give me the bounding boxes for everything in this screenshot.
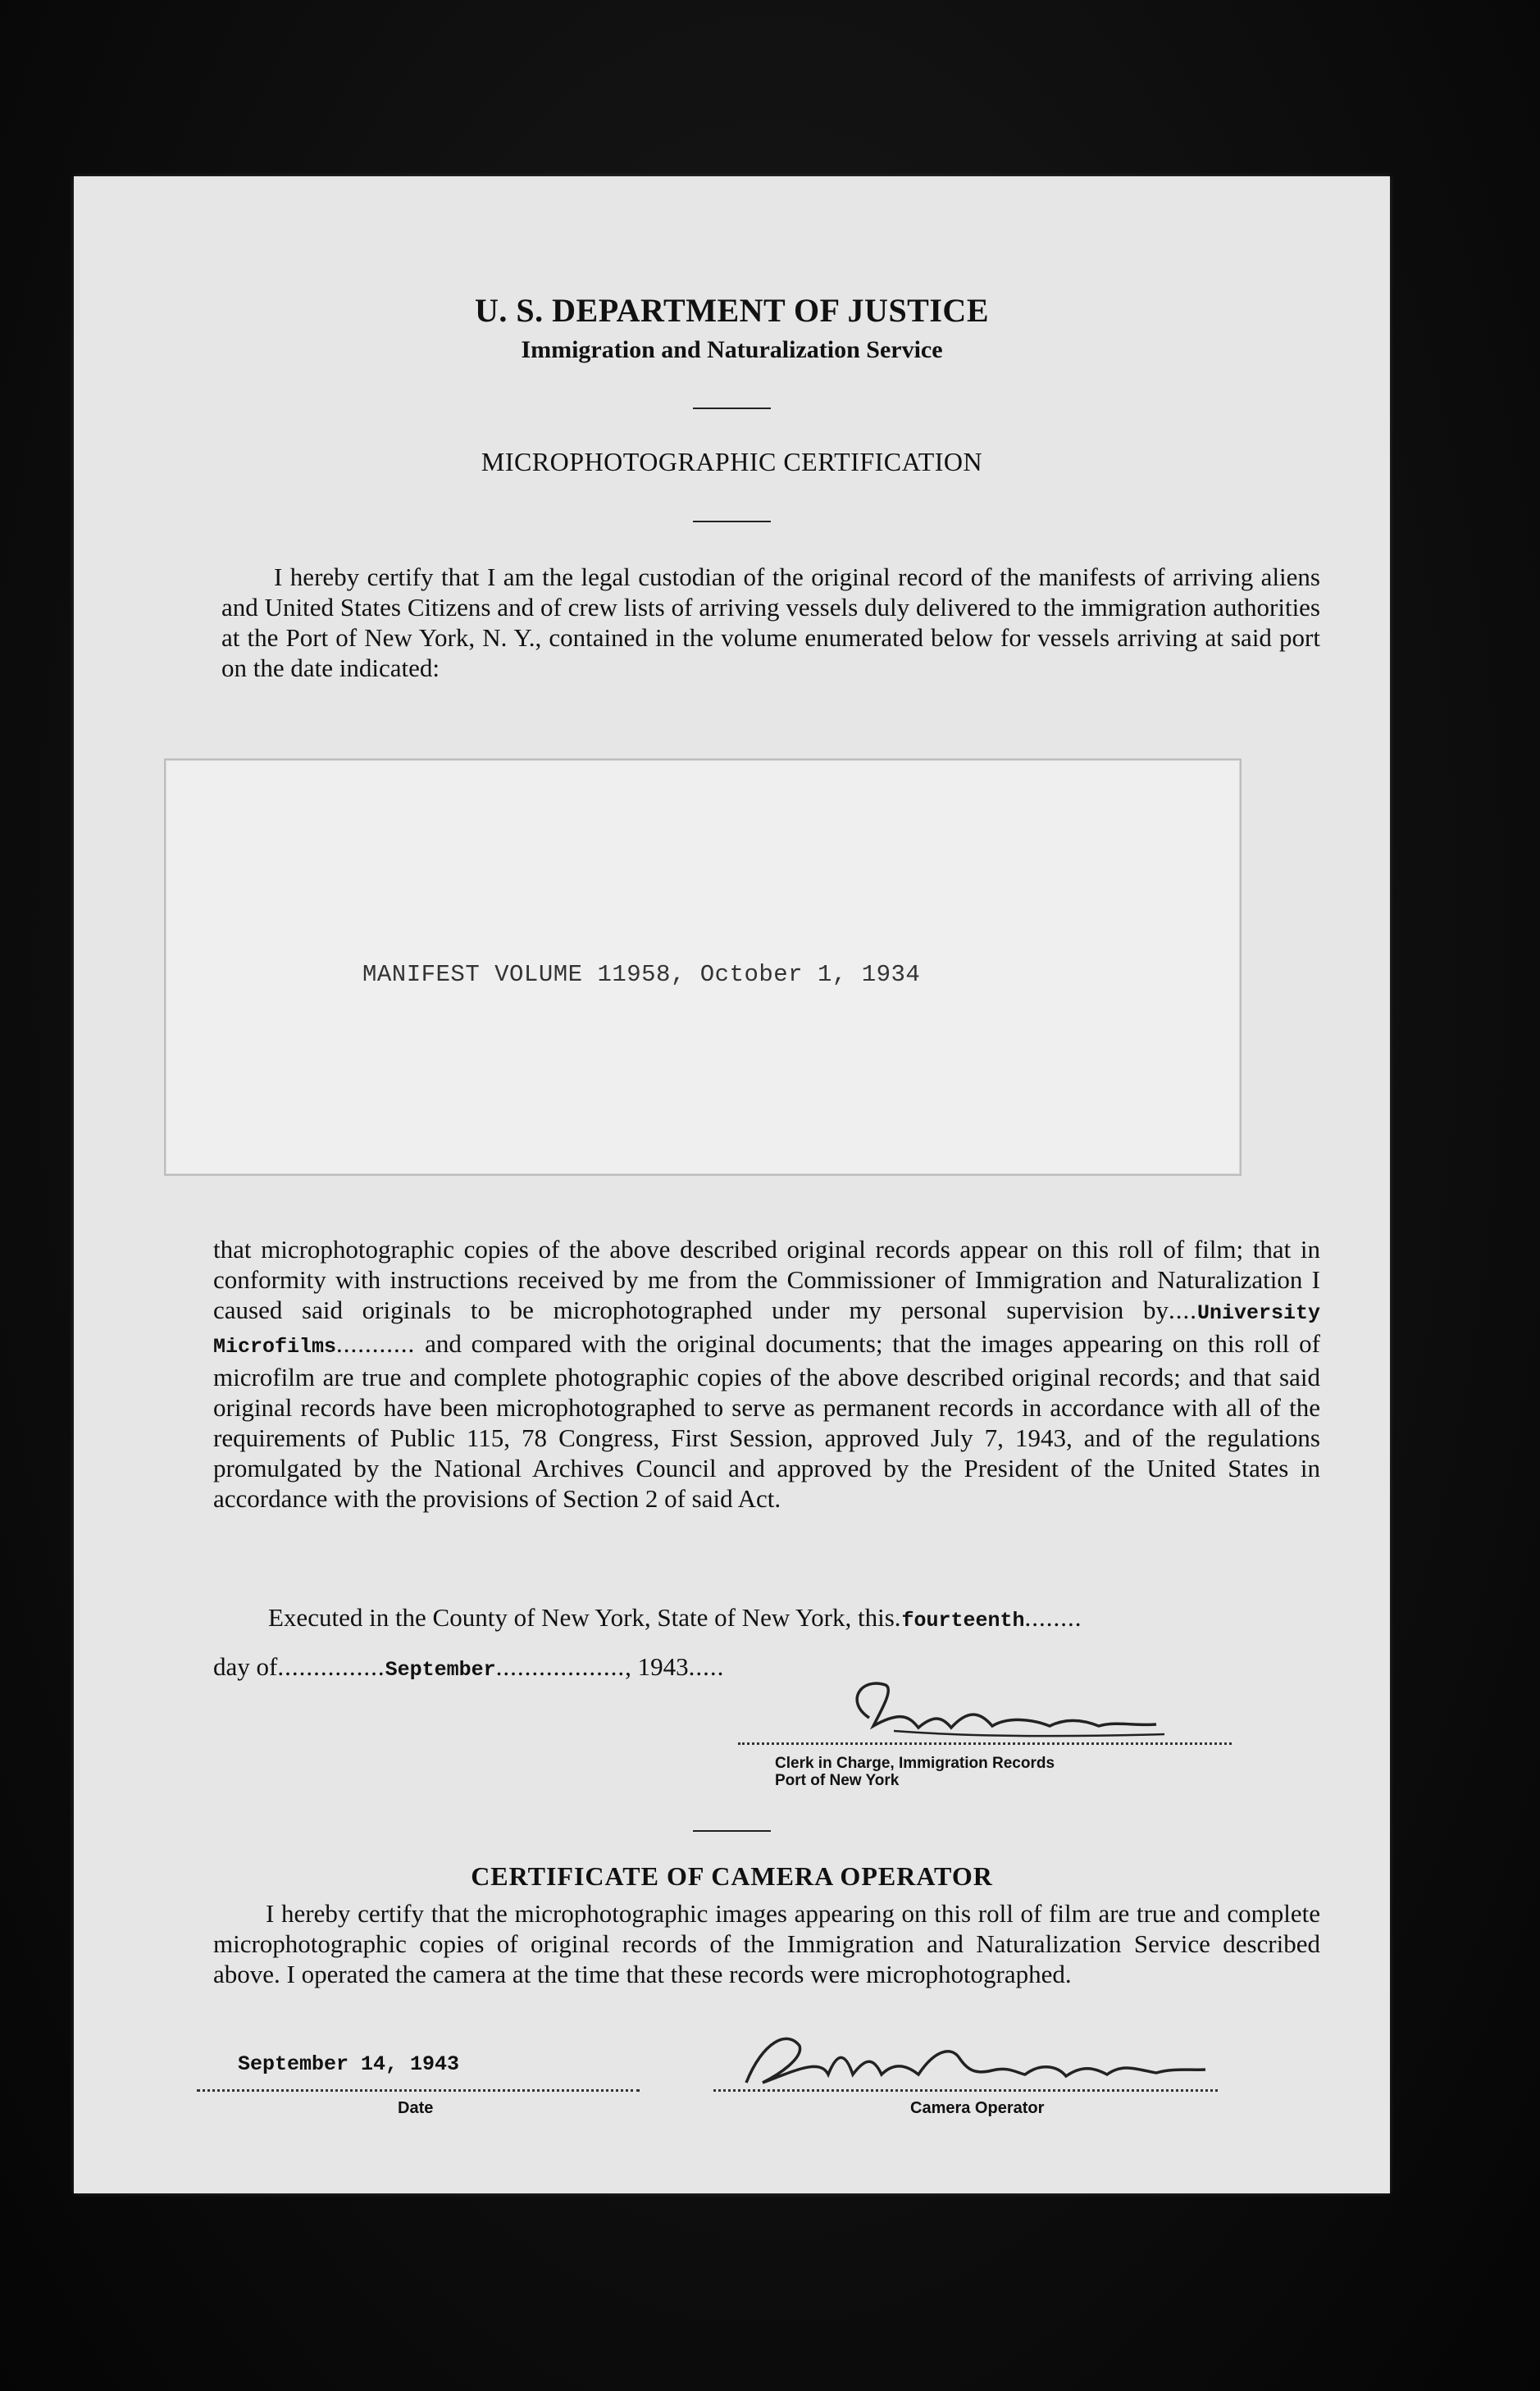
clerk-signature-line bbox=[738, 1742, 1232, 1745]
executed-year: , 1943 bbox=[625, 1652, 689, 1681]
certificate-sheet bbox=[74, 176, 1390, 2193]
camera-operator-label: Camera Operator bbox=[910, 2099, 1045, 2117]
camera-operator-title: CERTIFICATE OF CAMERA OPERATOR bbox=[471, 1861, 993, 1891]
camera-operator-signature-line bbox=[713, 2089, 1218, 2092]
volume-entry-box bbox=[164, 758, 1242, 1176]
certification-body-after: and compared with the original documents; that the images appearing on this roll of microfilm are true and complete photographic copies of the above described original records; and that said original records have been microphotographed to serve as permanent records in accordance with all of the requirements of Public 115, 78 Congress, First Session, approved July 7, 1943, and of the regulations promulgated by the National Archives Council and approved by the President of the United States in accordance with the provisions of Section 2 of said Act. bbox=[213, 1329, 1320, 1513]
certification-intro: I hereby certify that I am the legal custodian of the original record of the manifests of arriving aliens and United States Citizens and of crew lists of arriving vessels duly delivered to the immigration authorities at the Port of New York, N. Y., contained in the volume enumerated below for vessels arriving at said port on the date indicated: bbox=[221, 562, 1320, 682]
department-heading: U. S. DEPARTMENT OF JUSTICE bbox=[475, 292, 989, 329]
divider-rule bbox=[693, 521, 771, 522]
photographer-name: University Microfilms bbox=[213, 1301, 1320, 1359]
service-subheading: Immigration and Naturalization Service bbox=[521, 336, 943, 363]
executed-day: fourteenth bbox=[901, 1609, 1025, 1633]
divider-rule bbox=[693, 1830, 771, 1832]
executed-month: September bbox=[385, 1658, 496, 1682]
certification-body-before: that microphotographic copies of the above described original records appear on this roll of film; that in conformity with instructions received by me from the Commissioner of Immigration and Naturalization I caused said originals to be microphotographed under my personal supervision by bbox=[213, 1235, 1320, 1324]
camera-operator-statement: I hereby certify that the microphotographic images appearing on this roll of film are true and complete microphotographic copies of original records of the Immigration and Naturalization Service described above. I operated the camera at the time that these records were microphotographed. bbox=[213, 1899, 1320, 1988]
certification-body: that microphotographic copies of the above described original records appear on this roll of film; that in conformity with instructions received by me from the Commissioner of Immigration and Naturalization I caused said originals to be microphotographed under my personal supervision by....University Microfilms........... and compared with the original documents; that the images appearing on this roll of microfilm are true and complete photographic copies of the above described original records; and that said original records have been microphotographed to serve as permanent records in accordance with all of the requirements of Public 115, 78 Congress, First Session, approved July 7, 1943, and of the regulations promulgated by the National Archives Council and approved by the President of the United States in accordance with the provisions of Section 2 of said Act. bbox=[213, 1235, 1320, 1513]
day-of-line: day of...............September.................., 1943..... bbox=[213, 1652, 725, 1682]
divider-rule bbox=[693, 408, 771, 409]
date-label: Date bbox=[398, 2099, 434, 2117]
form-title: MICROPHOTOGRAPHIC CERTIFICATION bbox=[481, 447, 983, 476]
executed-line: Executed in the County of New York, State of New York, this.fourteenth........ bbox=[268, 1603, 1082, 1633]
operator-date: September 14, 1943 bbox=[238, 2052, 460, 2076]
volume-entry: MANIFEST VOLUME 11958, October 1, 1934 bbox=[362, 961, 921, 988]
clerk-title: Clerk in Charge, Immigration Records Port of New York bbox=[775, 1755, 1055, 1789]
camera-operator-signature bbox=[730, 2025, 1222, 2099]
clerk-signature bbox=[836, 1669, 1181, 1751]
